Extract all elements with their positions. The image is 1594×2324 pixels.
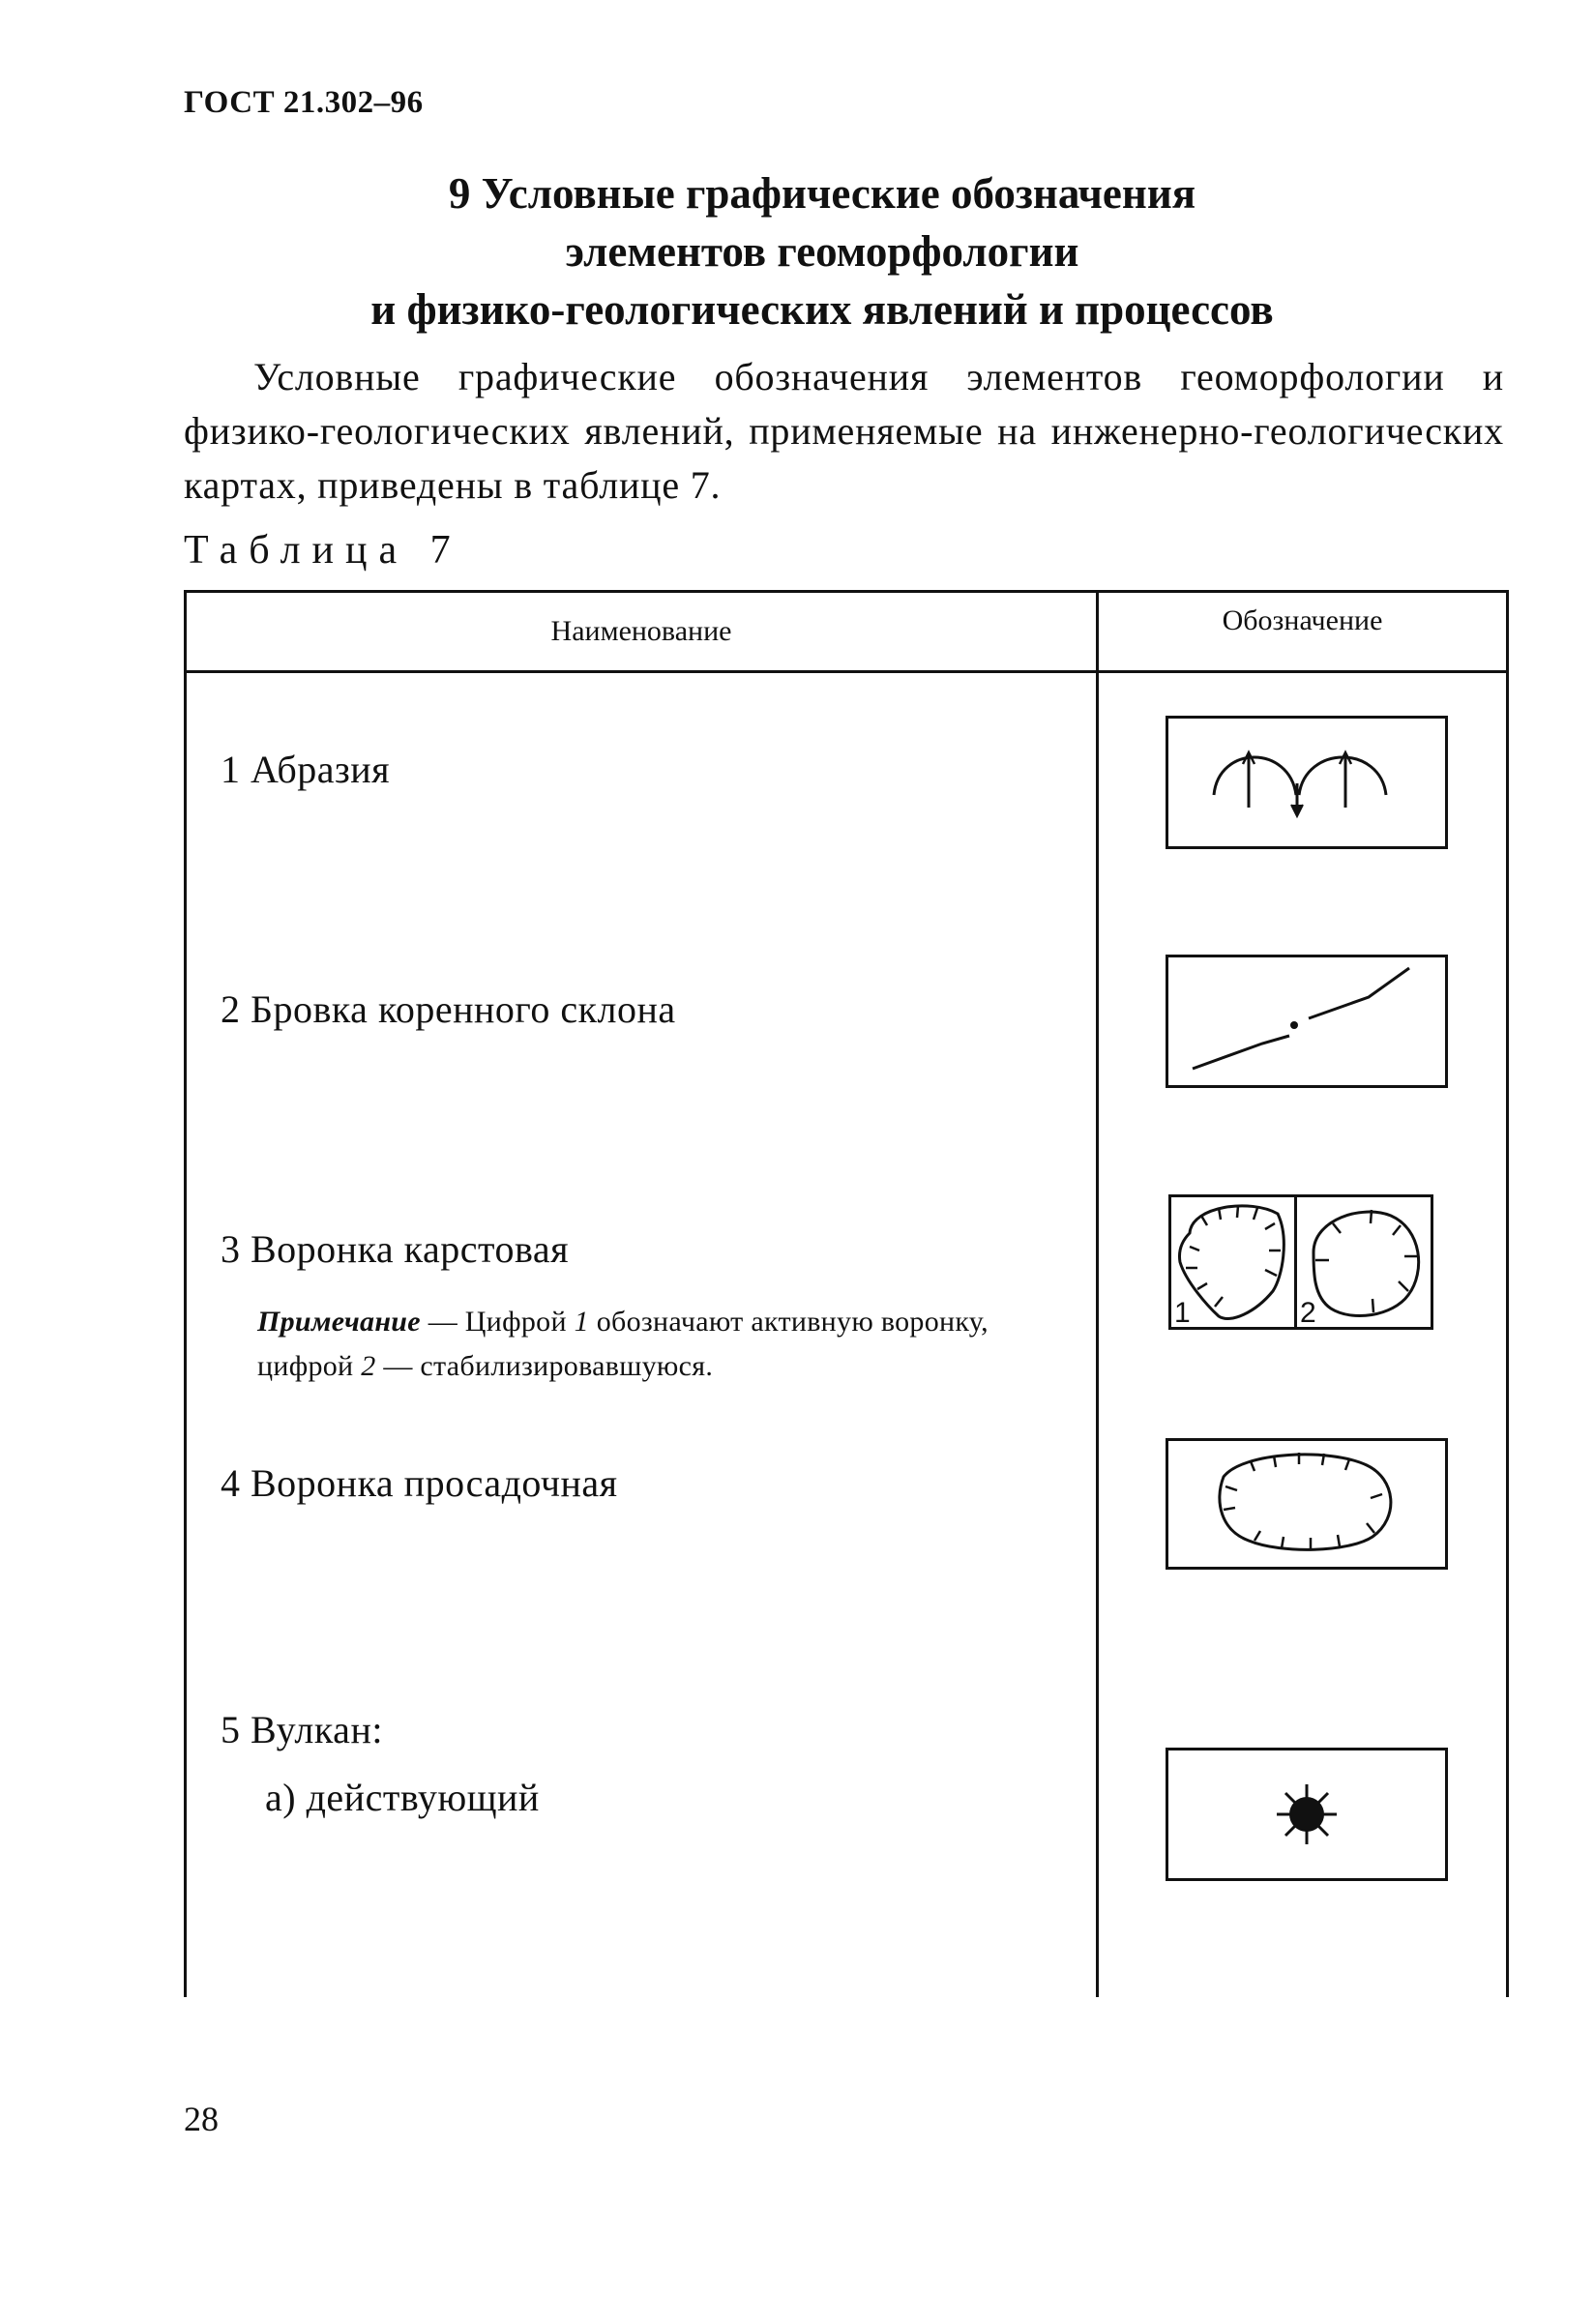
table-left-border (184, 590, 187, 1997)
row-subname-active-volcano: а) действующий (265, 1776, 540, 1819)
karst-funnel-symbol-icon (1168, 1194, 1433, 1330)
table-column-divider (1096, 590, 1099, 1997)
abrasion-symbol-icon (1166, 716, 1448, 849)
document-code: ГОСТ 21.302–96 (184, 85, 424, 120)
note-label: Примечание (257, 1306, 421, 1338)
section-title-line-2: элементов геоморфологии (565, 227, 1079, 276)
karst-label-1: 1 (1174, 1297, 1191, 1329)
intro-text: Условные графические обозначения элементов геоморфологии и физико-геологических явлений, применяемые на инженерно-геологических картах, приведены в таблице 7. (184, 355, 1504, 507)
note-dash: — Цифрой (420, 1306, 575, 1338)
note-digit-1: 1 (574, 1306, 589, 1338)
karst-label-2: 2 (1300, 1297, 1316, 1329)
table-top-border (184, 590, 1509, 593)
row-name-karst-funnel: 3 Воронка карстовая (221, 1227, 569, 1271)
active-volcano-symbol-icon (1166, 1748, 1448, 1881)
page-number: 28 (184, 2100, 219, 2138)
table-caption: Таблица 7 (184, 528, 462, 573)
note-digit-2: 2 (361, 1350, 376, 1382)
row-name-volcano: 5 Вулкан: (221, 1708, 383, 1751)
slope-edge-symbol-icon (1166, 955, 1448, 1088)
row-note-karst-funnel (257, 1300, 1031, 1389)
row-name-subsidence-funnel: 4 Воронка просадочная (221, 1461, 618, 1505)
column-header-name: Наименование (550, 615, 732, 647)
note-text-end: — стабилизировавшуюся. (375, 1350, 714, 1382)
column-header-symbol: Обозначение (1222, 604, 1383, 636)
row-name-abrasion: 1 Абразия (221, 748, 391, 791)
section-title (290, 164, 1354, 338)
table-header-divider (184, 670, 1509, 673)
table-right-border (1506, 590, 1509, 1997)
intro-paragraph (184, 350, 1504, 513)
section-title-line-3: и физико-геологических явлений и процессов (370, 285, 1274, 334)
row-name-slope-edge: 2 Бровка коренного склона (221, 987, 676, 1031)
note-text-mid: обозначают активную воронку, цифрой (257, 1306, 989, 1382)
subsidence-funnel-symbol-icon (1166, 1438, 1448, 1570)
section-title-line-1: 9 Условные графические обозначения (448, 169, 1196, 218)
